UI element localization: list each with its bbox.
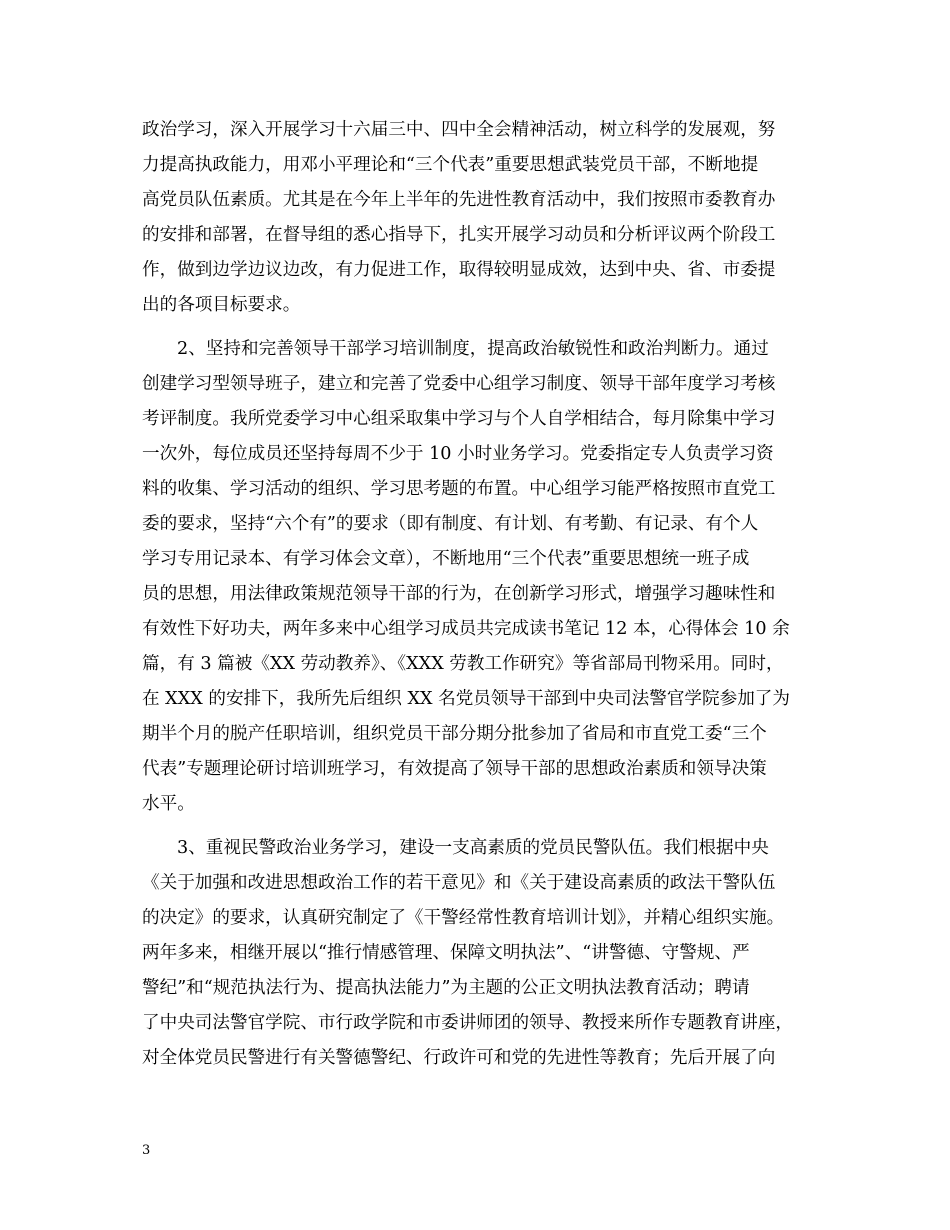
text-line: 篇，有 3 篇被《XX 劳动教养》、《XXX 劳教工作研究》等省部局刊物采用。同时， [142,654,784,674]
text-line: 一次外，每位成员还坚持每周不少于 10 小时业务学习。党委指定专人负责学习资 [142,444,774,464]
text-line: 出的各项目标要求。 [142,295,301,315]
text-line: 3、重视民警政治业务学习，建设一支高素质的党员民警队伍。我们根据中央 [177,838,769,858]
text-line: 员的思想，用法律政策规范领导干部的行为，在创新学习形式，增强学习趣味性和 [142,584,776,604]
text-line: 力提高执政能力，用邓小平理论和“三个代表”重要思想武装党员干部，不断地提 [142,155,759,175]
text-line: 考评制度。我所党委学习中心组采取集中学习与个人自学相结合，每月除集中学习 [142,409,776,429]
text-line: 政治学习，深入开展学习十六届三中、四中全会精神活动，树立科学的发展观，努 [142,120,776,140]
text-line: 警纪”和“规范执法行为、提高执法能力”为主题的公正文明执法教育活动；聘请 [142,978,750,998]
text-line: 学习专用记录本、有学习体会文章），不断地用“三个代表”重要思想统一班子成 [142,549,750,569]
text-line: 有效性下好功夫，两年多来中心组学习成员共完成读书笔记 12 本，心得体会 10 余 [142,619,790,639]
text-line: 高党员队伍素质。尤其是在今年上半年的先进性教育活动中，我们按照市委教育办 [142,190,776,210]
text-line: 两年多来，相继开展以“推行情感管理、保障文明执法”、“讲警德、守警规、严 [142,943,750,963]
text-line: 的安排和部署，在督导组的悉心指导下，扎实开展学习动员和分析评议两个阶段工 [142,225,776,245]
text-line: 的决定》的要求，认真研究制定了《干警经常性教育培训计划》，并精心组织实施。 [142,908,785,928]
text-line: 代表”专题理论研讨培训班学习，有效提高了领导干部的思想政治素质和领导决策 [142,759,767,779]
text-line: 对全体党员民警进行有关警德警纪、行政许可和党的先进性等教育；先后开展了向 [142,1048,776,1068]
text-line: 水平。 [142,794,195,814]
text-line: 期半个月的脱产任职培训，组织党员干部分期分批参加了省局和市直党工委“三个 [142,724,767,744]
text-line: 料的收集、学习活动的组织、学习思考题的布置。中心组学习能严格按照市直党工 [142,479,776,499]
page-number: 3 [142,1143,151,1158]
text-line: 了中央司法警官学院、市行政学院和市委讲师团的领导、教授来所作专题教育讲座， [142,1013,793,1033]
text-line: 创建学习型领导班子，建立和完善了党委中心组学习制度、领导干部年度学习考核 [142,374,776,394]
text-line: 《关于加强和改进思想政治工作的若干意见》和《关于建设高素质的政法干警队伍 [142,873,776,893]
text-line: 委的要求，坚持“六个有”的要求（即有制度、有计划、有考勤、有记录、有个人 [142,514,759,534]
text-line: 2、坚持和完善领导干部学习培训制度，提高政治敏锐性和政治判断力。通过 [177,339,769,359]
text-line: 作，做到边学边议边改，有力促进工作，取得较明显成效，达到中央、省、市委提 [142,260,776,280]
text-line: 在 XXX 的安排下，我所先后组织 XX 名党员领导干部到中央司法警官学院参加了为 [142,689,790,709]
